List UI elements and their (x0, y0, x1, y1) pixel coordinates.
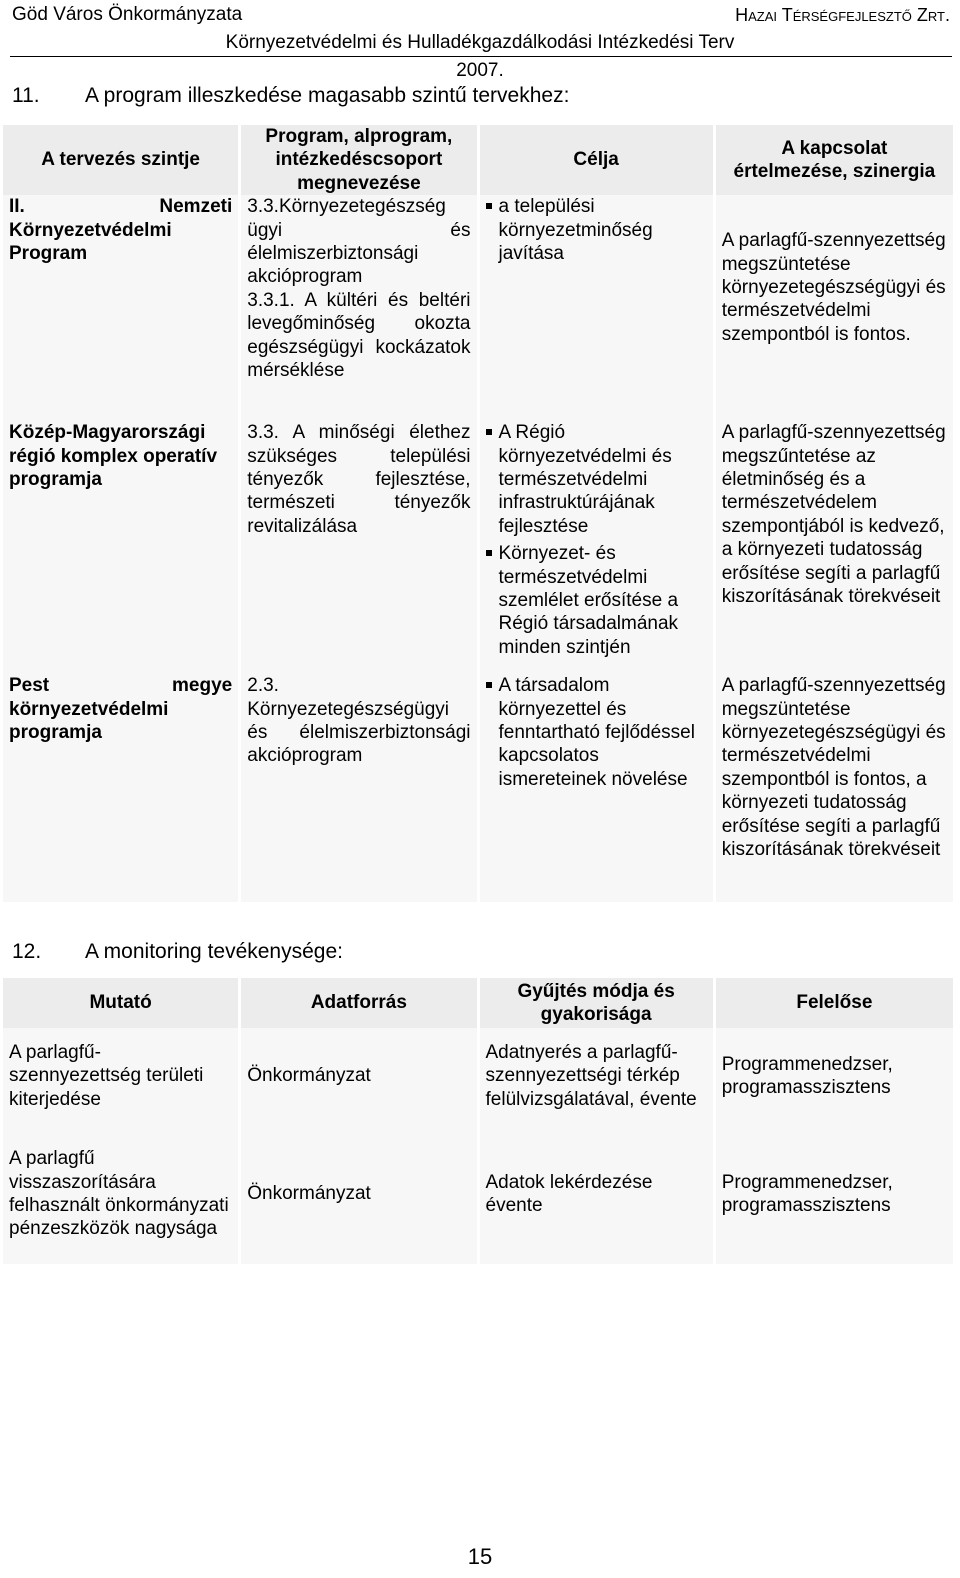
planning-level-cell: Közép-Magyarországi régió komplex operatív programja (3, 407, 238, 674)
goal-cell (480, 407, 713, 674)
table-row (3, 195, 953, 407)
relation-cell: A parlagfű-szennyezettség megszűntetése az életminőség és a természetvédelem szempontjából is kedvező, a környezeti tudatosság erősítése segíti a parlagfű kiszorításának törekvéseit (716, 407, 953, 674)
column-header: Program, alprogram, intézkedéscsoport megnevezése (241, 125, 476, 195)
header-rule (10, 56, 952, 57)
indicator-cell: A parlagfű-szennyezettség területi kiterjedése (3, 1028, 238, 1124)
responsible-cell: Programmenedzser, programasszisztens (716, 1124, 953, 1264)
planning-level-cell: II. Nemzeti Környezetvédelmi Program (3, 195, 238, 407)
goal-cell (480, 674, 713, 902)
table-header-row (3, 125, 953, 195)
program-cell: 3.3. A minőségi élethez szükséges települési tényezők fejlesztése, természeti tényezők revitalizálása (241, 407, 476, 674)
column-header: A kapcsolat értelmezése, szinergia (716, 125, 953, 195)
collection-method-cell: Adatnyerés a parlagfű-szennyezettségi térkép felülvizsgálatával, évente (480, 1028, 713, 1124)
column-header: Felelőse (716, 978, 953, 1028)
section-12-number: 12. (12, 940, 42, 963)
goal-item: Környezet- és természetvédelmi szemlélet erősítése a Régió társadalmának minden szintjén (486, 542, 707, 659)
column-header: Gyűjtés módja és gyakorisága (480, 978, 713, 1028)
table-header-row (3, 978, 953, 1028)
program-cell: 2.3. Környezetegészségügyi és élelmiszerbiztonsági akcióprogram (241, 674, 476, 902)
responsible-cell: Programmenedzser, programasszisztens (716, 1028, 953, 1124)
relation-text: A parlagfű-szennyezettség megszüntetése környezetegészségügyi és természetvédelmi szempontból is fontos. (721, 230, 946, 345)
section-11-number: 11. (12, 84, 40, 107)
program-alignment-table (0, 125, 956, 902)
collection-method-cell: Adatok lekérdezése évente (480, 1124, 713, 1264)
relation-cell: A parlagfű-szennyezettség megszüntetése környezetegészségügyi és természetvédelmi szempontból is fontos, a környezeti tudatosság erősítése segíti a parlagfű kiszorításának törekvéseit (716, 674, 953, 902)
page-number: 15 (467, 1544, 493, 1569)
table-row (3, 407, 953, 674)
monitoring-table (0, 978, 956, 1264)
table-row (3, 1028, 953, 1124)
indicator-cell: A parlagfű visszaszorítására felhasznált önkormányzati pénzeszközök nagysága (3, 1124, 238, 1264)
column-header: A tervezés szintje (3, 125, 238, 195)
section-11-heading (12, 84, 569, 108)
column-header: Célja (480, 125, 713, 195)
data-source-cell: Önkormányzat (241, 1124, 476, 1264)
section-12-heading (12, 940, 343, 964)
table-row (3, 674, 953, 902)
planning-level-cell: Pest megye környezetvédelmi programja (3, 674, 238, 902)
section-11-title: A program illeszkedése magasabb szintű tervekhez: (85, 84, 570, 107)
header-year: 2007. (456, 60, 504, 81)
header-organization: Göd Város Önkormányzata (12, 4, 243, 25)
table-row (3, 1124, 953, 1264)
subprogram-name: 3.3.1. A kültéri és beltéri levegőminőség okozta egészségügyi kockázatok mérséklése (247, 289, 471, 382)
column-header: Adatforrás (241, 978, 476, 1028)
column-header: Mutató (3, 978, 238, 1028)
program-cell (241, 195, 476, 407)
program-name: 3.3.Környezetegészség ügyi és élelmiszerbiztonsági akcióprogram (247, 196, 471, 288)
header-document-title: Környezetvédelmi és Hulladékgazdálkodási Intézkedési Terv (225, 32, 735, 53)
relation-cell (716, 195, 953, 407)
data-source-cell: Önkormányzat (241, 1028, 476, 1124)
goal-item: A Régió környezetvédelmi és természetvédelmi infrastruktúrájának fejlesztése (486, 421, 707, 538)
goal-cell (480, 195, 713, 407)
header-company: Hazai Térségfejlesztő Zrt. (735, 5, 950, 25)
goal-item: A társadalom környezettel és fenntartható fejlődéssel kapcsolatos ismereteinek növelése (486, 674, 707, 791)
goal-item: a települési környezetminőség javítása (486, 195, 707, 265)
section-12-title: A monitoring tevékenysége: (85, 940, 343, 963)
